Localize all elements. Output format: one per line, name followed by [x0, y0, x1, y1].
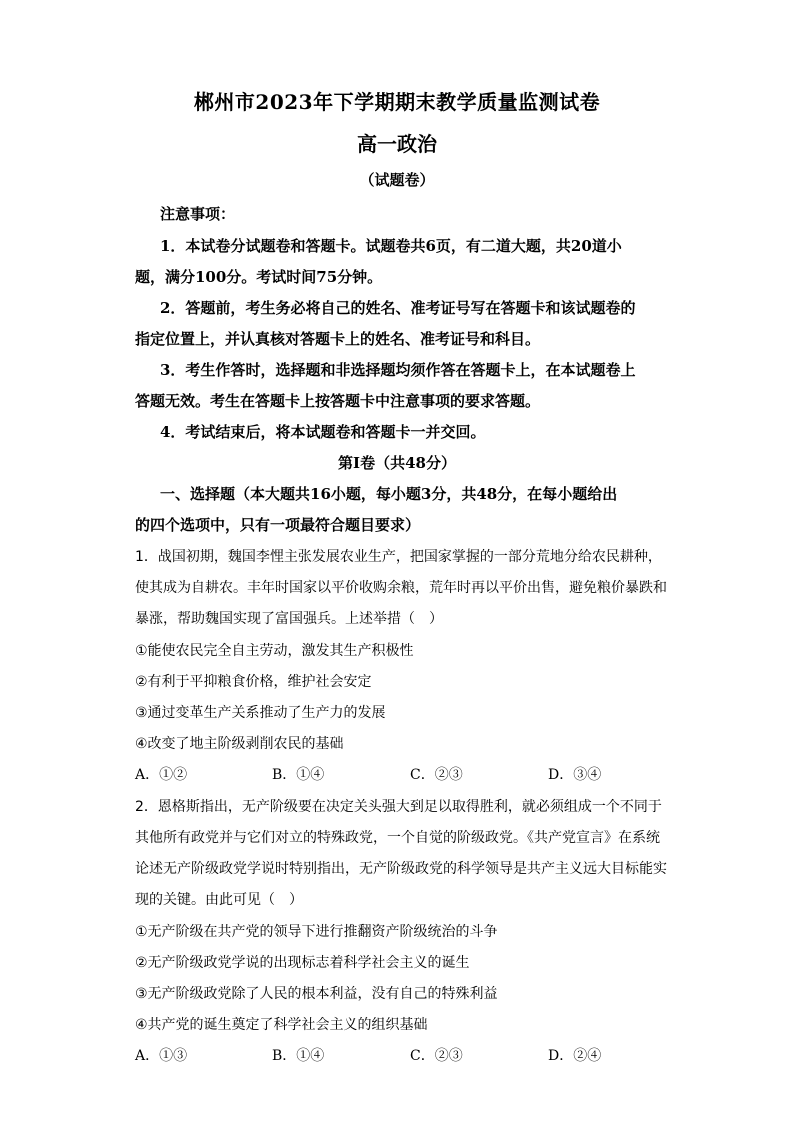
q2-statement-3: ③无产阶级政党除了人民的根本利益，没有自己的特殊利益 [135, 986, 498, 1002]
q2-stem-line-1: 2．恩格斯指出，无产阶级要在决定关头强大到足以取得胜利，就必须组成一个不同于 [135, 799, 662, 815]
q1-statement-4: ④改变了地主阶级剥削农民的基础 [135, 736, 344, 752]
exam-subject: 高一政治 [357, 132, 437, 156]
notice-item-3-line-1: 3．考生作答时，选择题和非选择题均须作答在答题卡上，在本试题卷上 [160, 361, 636, 379]
q2-option-a: A．①③ [135, 1048, 188, 1064]
q1-stem-line-2: 使其成为自耕农。丰年时国家以平价收购余粮，荒年时再以平价出售，避免粮价暴跌和 [135, 580, 667, 596]
q1-stem-line-3: 暴涨，帮助魏国实现了富国强兵。上述举措（ ） [135, 611, 443, 627]
section-instructions-line-2: 的四个选项中，只有一项最符合题目要求） [135, 516, 421, 534]
notice-item-2-line-1: 2．答题前，考生务必将自己的姓名、准考证号写在答题卡和该试题卷的 [160, 299, 636, 317]
q2-stem-line-3: 论述无产阶级政党学说时特别指出，无产阶级政党的科学领导是共产主义远大目标能实 [135, 861, 667, 877]
notice-item-4: 4．考试结束后，将本试题卷和答题卡一并交回。 [160, 423, 486, 441]
paper-type: （试题卷） [359, 171, 435, 189]
q2-option-c: C．②③ [410, 1048, 463, 1064]
q2-statement-4: ④共产党的诞生奠定了科学社会主义的组织基础 [135, 1017, 428, 1033]
q1-option-b: B．①④ [272, 767, 325, 783]
q2-option-b: B．①④ [272, 1048, 325, 1064]
q1-option-c: C．②③ [410, 767, 463, 783]
q1-statement-2: ②有利于平抑粮食价格，维护社会安定 [135, 674, 372, 690]
q2-statement-1: ①无产阶级在共产党的领导下进行推翻资产阶级统治的斗争 [135, 924, 498, 940]
section-instructions-line-1: 一、选择题（本大题共16小题，每小题3分，共48分，在每小题给出 [160, 485, 618, 503]
q2-statement-2: ②无产阶级政党学说的出现标志着科学社会主义的诞生 [135, 955, 470, 971]
notice-item-3-line-2: 答题无效。考生在答题卡上按答题卡中注意事项的要求答题。 [135, 392, 541, 410]
notice-item-2-line-2: 指定位置上，并认真核对答题卡上的姓名、准考证号和科目。 [135, 330, 541, 348]
q2-stem-line-2: 其他所有政党并与它们对立的特殊政党，一个自觉的阶级政党。《共产党宣言》在系统 [135, 830, 660, 846]
q1-option-a: A．①② [135, 767, 188, 783]
notice-heading: 注意事项： [160, 205, 236, 223]
q1-stem-line-1: 1．战国初期，魏国李悝主张发展农业生产，把国家掌握的一部分荒地分给农民耕种， [135, 549, 662, 565]
exam-title: 郴州市2023年下学期期末教学质量监测试卷 [193, 90, 601, 114]
q1-statement-3: ③通过变革生产关系推动了生产力的发展 [135, 705, 386, 721]
q1-statement-1: ①能使农民完全自主劳动，激发其生产积极性 [135, 643, 414, 659]
notice-item-1-line-1: 1．本试卷分试题卷和答题卡。试题卷共6页，有二道大题，共20道小 [160, 237, 622, 255]
notice-item-1-line-2: 题，满分100分。考试时间75分钟。 [135, 268, 383, 286]
q2-option-d: D．②④ [548, 1048, 602, 1064]
section-title: 第Ⅰ卷（共48分） [338, 454, 456, 472]
q1-option-d: D．③④ [548, 767, 602, 783]
q2-stem-line-4: 现的关键。由此可见（ ） [135, 892, 303, 908]
